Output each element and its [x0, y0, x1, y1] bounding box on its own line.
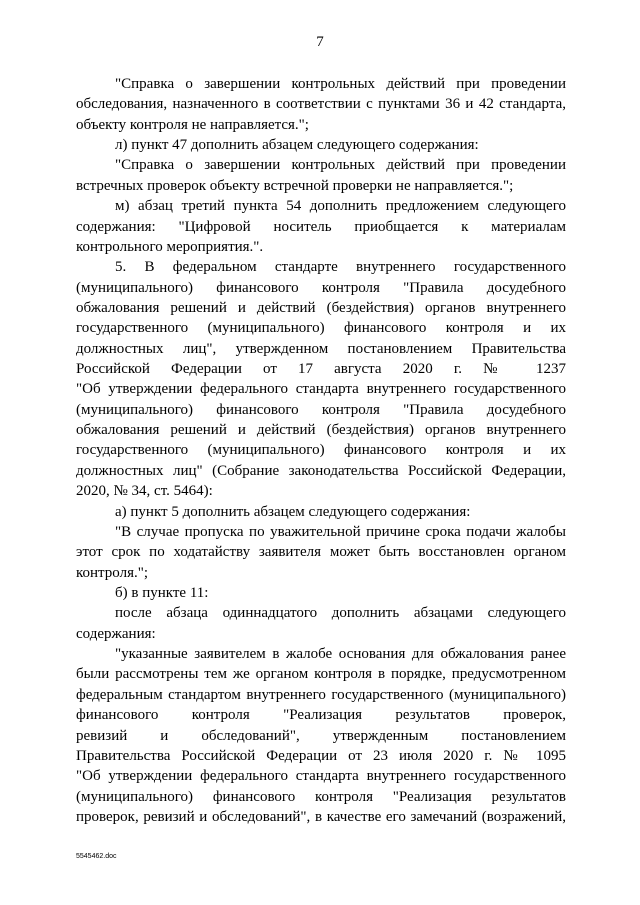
paragraph [76, 522, 566, 583]
paragraph-line: проверок, ревизий и обследований", в качестве его замечаний (возражений, [76, 808, 566, 825]
paragraph-line: "Справка о завершении контрольных действий при проведении [115, 76, 566, 92]
paragraph-line: (муниципального) финансового контроля "Реализация результатов [76, 788, 566, 805]
paragraph-line: (муниципального) финансового контроля "Правила досудебного [76, 401, 566, 418]
paragraph-line: 2020, № 34, ст. 5464): [76, 483, 213, 500]
paragraph-line: обжалования решений и действий (бездействия) органов внутреннего [76, 422, 566, 439]
paragraph-line: государственного (муниципального) финансового контроля и их [76, 442, 566, 459]
paragraph-line: финансового контроля "Реализация результатов проверок, [76, 707, 566, 724]
paragraph-line: содержания: "Цифровой носитель приобщается к материалам [76, 218, 566, 235]
paragraph-line: 5. В федеральном стандарте внутреннего государственного [115, 259, 566, 276]
paragraph [76, 502, 566, 522]
paragraph-line: должностных лиц", утвержденном постановлением Правительства [76, 340, 566, 357]
paragraph-line: содержания: [76, 625, 156, 642]
paragraph-line: "Об утверждении федерального стандарта внутреннего государственного [76, 768, 566, 785]
file-name-footer: 5545462.doc [76, 853, 117, 860]
paragraph [76, 155, 566, 196]
page-number: 7 [316, 34, 324, 50]
paragraph-line: контроля."; [76, 564, 149, 581]
paragraph [76, 74, 566, 135]
paragraph-line: (муниципального) финансового контроля "Правила досудебного [76, 279, 566, 296]
paragraph-line: Российской Федерации от 17 августа 2020 г. № 1237 [76, 361, 566, 378]
paragraph-line: обследования, назначенного в соответствии с пунктами 36 и 42 стандарта, [76, 96, 566, 113]
paragraph-line: должностных лиц" (Собрание законодательства Российской Федерации, [76, 462, 566, 479]
paragraph-line: контрольного мероприятия.". [76, 238, 264, 255]
paragraph-line: "В случае пропуска по уважительной причине срока подачи жалобы [115, 523, 566, 540]
paragraph-line: ревизий и обследований", утвержденным постановлением [76, 727, 566, 744]
paragraph [76, 135, 566, 155]
paragraph-line: а) пункт 5 дополнить абзацем следующего содержания: [115, 503, 471, 520]
paragraph-line: м) абзац третий пункта 54 дополнить предложением следующего [115, 198, 566, 215]
paragraph-line: государственного (муниципального) финансового контроля и их [76, 320, 566, 337]
paragraph-line: встречных проверок объекту встречной проверки не направляется."; [76, 177, 514, 194]
paragraph [76, 257, 566, 501]
paragraph-line: "Об утверждении федерального стандарта внутреннего государственного [76, 381, 566, 398]
paragraph-line: этот срок по ходатайству заявителя может быть восстановлен органом [76, 544, 566, 561]
paragraph [76, 583, 566, 603]
paragraph-line: были рассмотрены тем же органом контроля в порядке, предусмотренном [76, 666, 566, 683]
paragraph-line: б) в пункте 11: [115, 584, 209, 601]
paragraph [76, 603, 566, 644]
paragraph-line: Правительства Российской Федерации от 23 июля 2020 г. № 1095 [76, 747, 566, 764]
paragraph-line: обжалования решений и действий (бездействия) органов внутреннего [76, 299, 566, 316]
paragraph-line: федеральным стандартом внутреннего государственного (муниципального) [76, 686, 566, 703]
document-body [76, 74, 566, 827]
paragraph-line: объекту контроля не направляется."; [76, 116, 309, 133]
paragraph-line: "указанные заявителем в жалобе основания для обжалования ранее [115, 646, 566, 663]
paragraph [76, 644, 566, 827]
paragraph-line: л) пункт 47 дополнить абзацем следующего содержания: [115, 137, 479, 154]
paragraph [76, 196, 566, 257]
paragraph-line: "Справка о завершении контрольных действий при проведении [115, 157, 566, 174]
paragraph-line: после абзаца одиннадцатого дополнить абзацами следующего [115, 605, 566, 622]
